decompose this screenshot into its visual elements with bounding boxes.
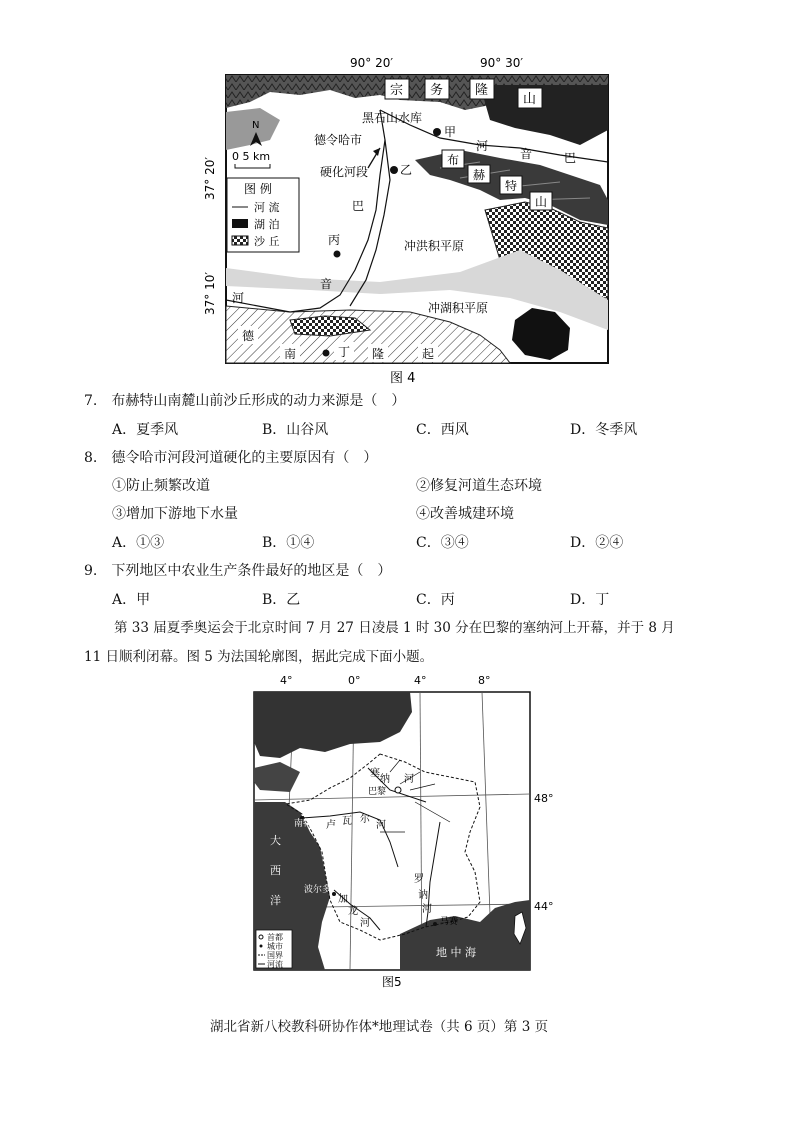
- yi-label: 乙: [400, 163, 413, 177]
- garonne-char-1: 加: [338, 894, 348, 905]
- lat-label-top: 37° 20′: [203, 156, 217, 200]
- loire-char-3: 尔: [360, 814, 370, 825]
- q8-option-a[interactable]: A．①③: [112, 535, 165, 551]
- fig5-lat-44: 44°: [534, 900, 554, 913]
- fig5-legend-capital: 首都: [267, 933, 283, 942]
- q7-option-d[interactable]: D．冬季风: [570, 422, 638, 438]
- mountain-top-char-1: 宗: [390, 83, 404, 98]
- bu-char-4: 山: [535, 195, 548, 209]
- legend-dune-symbol: [232, 236, 248, 245]
- bordeaux-label: 波尔多: [304, 885, 332, 895]
- lon-label-right: 90° 30′: [480, 56, 524, 70]
- hardened-label: 硬化河段: [320, 165, 369, 179]
- fig5-legend-border: 国界: [267, 951, 283, 960]
- fig5-lon-2: 0°: [348, 674, 361, 687]
- bottom-char-5: 起: [422, 347, 435, 361]
- q9-option-b[interactable]: B．乙: [262, 592, 301, 608]
- reservoir-label: 黑石山水库: [362, 111, 423, 125]
- yi-point: [390, 166, 398, 174]
- garonne-char-3: 河: [360, 918, 370, 929]
- bottom-char-3: 丁: [338, 345, 351, 359]
- bu-char-1: 布: [447, 153, 460, 167]
- intro-line-2: 11 日顺利闭幕。图 5 为法国轮廓图，据此完成下面小题。: [84, 649, 434, 665]
- q9-option-d[interactable]: D．丁: [570, 592, 610, 608]
- river-mid-char-2: 音: [320, 277, 333, 291]
- seine-char-1: 塞: [370, 768, 380, 779]
- q8-item-4: ④改善城建环境: [416, 506, 514, 522]
- nantes-label: 南特: [294, 819, 313, 829]
- loire-char-1: 卢: [326, 820, 336, 831]
- rhone-char-1: 罗: [414, 874, 424, 885]
- legend-capital-symbol: [259, 935, 263, 939]
- figure-4-map: [180, 50, 620, 390]
- fig5-lon-4: 8°: [478, 674, 491, 687]
- q7-option-c[interactable]: C．西风: [416, 422, 469, 438]
- north-label: N: [252, 120, 260, 131]
- page-footer: 湖北省新八校教科研协作体*地理试卷（共 6 页）第 3 页: [210, 1019, 549, 1035]
- ding-point: [323, 350, 330, 357]
- figure-4-caption: 图 4: [390, 371, 416, 386]
- mediterranean-label: 地 中 海: [436, 946, 476, 959]
- rhone-char-2: 讷: [418, 890, 428, 901]
- fig5-legend-city: 城市: [267, 942, 283, 951]
- river-top-char-3: 巴: [564, 151, 577, 165]
- q8-item-1: ①防止频繁改道: [112, 478, 210, 494]
- river-top-char-2: 音: [520, 147, 533, 161]
- legend-city-symbol: [260, 945, 263, 948]
- q8-option-c[interactable]: C．③④: [416, 535, 469, 551]
- marseille-label: 马赛: [440, 917, 459, 927]
- q8-item-3: ③增加下游地下水量: [112, 506, 238, 522]
- atlantic-char-2: 西: [270, 864, 281, 877]
- q7-option-a[interactable]: A．夏季风: [112, 422, 179, 438]
- q9-option-a[interactable]: A．甲: [112, 592, 151, 608]
- q9-stem: 9. 下列地区中农业生产条件最好的地区是（ ）: [84, 563, 392, 579]
- paris-point: [395, 787, 401, 793]
- bing-point: [334, 251, 341, 258]
- jia-label: 甲: [444, 125, 457, 139]
- garonne-char-2: 龙: [348, 906, 358, 917]
- fig5-lat-48: 48°: [534, 792, 554, 805]
- fig5-lon-1: 4°: [280, 674, 293, 687]
- mountain-top-char-4: 山: [523, 92, 537, 107]
- lat-label-bottom: 37° 10′: [203, 271, 217, 315]
- atlantic-char-3: 洋: [270, 894, 281, 907]
- bottom-char-1: 德: [242, 329, 255, 343]
- legend-river: 河 流: [254, 201, 280, 214]
- rhone-char-3: 河: [422, 904, 432, 915]
- mountain-top-char-3: 隆: [475, 83, 489, 98]
- river-top-char-1: 河: [476, 139, 489, 153]
- loire-char-2: 瓦: [342, 816, 352, 827]
- bottom-char-4: 隆: [372, 347, 385, 361]
- intro-line-1: 第 33 届夏季奥运会于北京时间 7 月 27 日凌晨 1 时 30 分在巴黎的塞纳河上开幕，并于 8 月: [114, 620, 675, 636]
- legend-lake: 湖 泊: [254, 218, 280, 231]
- plain2-label: 冲湖积平原: [428, 301, 489, 315]
- river-mid-char-1: 巴: [352, 199, 365, 213]
- figure-5-map: [230, 672, 554, 992]
- q7-option-b[interactable]: B．山谷风: [262, 422, 329, 438]
- plain1-label: 冲洪积平原: [404, 239, 465, 253]
- scale-label: 0 5 km: [232, 150, 271, 163]
- city-label: 德令哈市: [314, 133, 363, 147]
- seine-char-3: 河: [404, 774, 414, 785]
- q8-option-d[interactable]: D．②④: [570, 535, 624, 551]
- legend-title: 图 例: [244, 182, 272, 196]
- paris-label: 巴黎: [368, 787, 387, 797]
- atlantic-char-1: 大: [270, 834, 281, 847]
- q7-stem: 7. 布赫特山南麓山前沙丘形成的动力来源是（ ）: [84, 393, 406, 409]
- q8-item-2: ②修复河道生态环境: [416, 478, 542, 494]
- legend-dune: 沙 丘: [254, 235, 280, 248]
- fig5-lon-3: 4°: [414, 674, 427, 687]
- mountain-top-char-2: 务: [430, 83, 444, 98]
- q8-stem: 8. 德令哈市河段河道硬化的主要原因有（ ）: [84, 450, 378, 466]
- figure-5-caption: 图5: [382, 975, 402, 989]
- bu-char-2: 赫: [473, 168, 486, 182]
- legend-lake-symbol: [232, 219, 248, 228]
- marseille-point: [433, 922, 437, 926]
- q9-option-c[interactable]: C．丙: [416, 592, 455, 608]
- bing-label: 丙: [328, 233, 341, 247]
- lon-label-left: 90° 20′: [350, 56, 394, 70]
- river-mid-char-3: 河: [232, 291, 245, 305]
- fig5-legend-river: 河流: [267, 960, 283, 969]
- bu-char-3: 特: [505, 179, 518, 193]
- jia-point: [433, 128, 441, 136]
- bottom-char-2: 南: [284, 347, 297, 361]
- seine-char-2: 纳: [380, 774, 390, 785]
- loire-char-4: 河: [376, 820, 386, 831]
- bordeaux-point: [332, 892, 336, 896]
- q8-option-b[interactable]: B．①④: [262, 535, 315, 551]
